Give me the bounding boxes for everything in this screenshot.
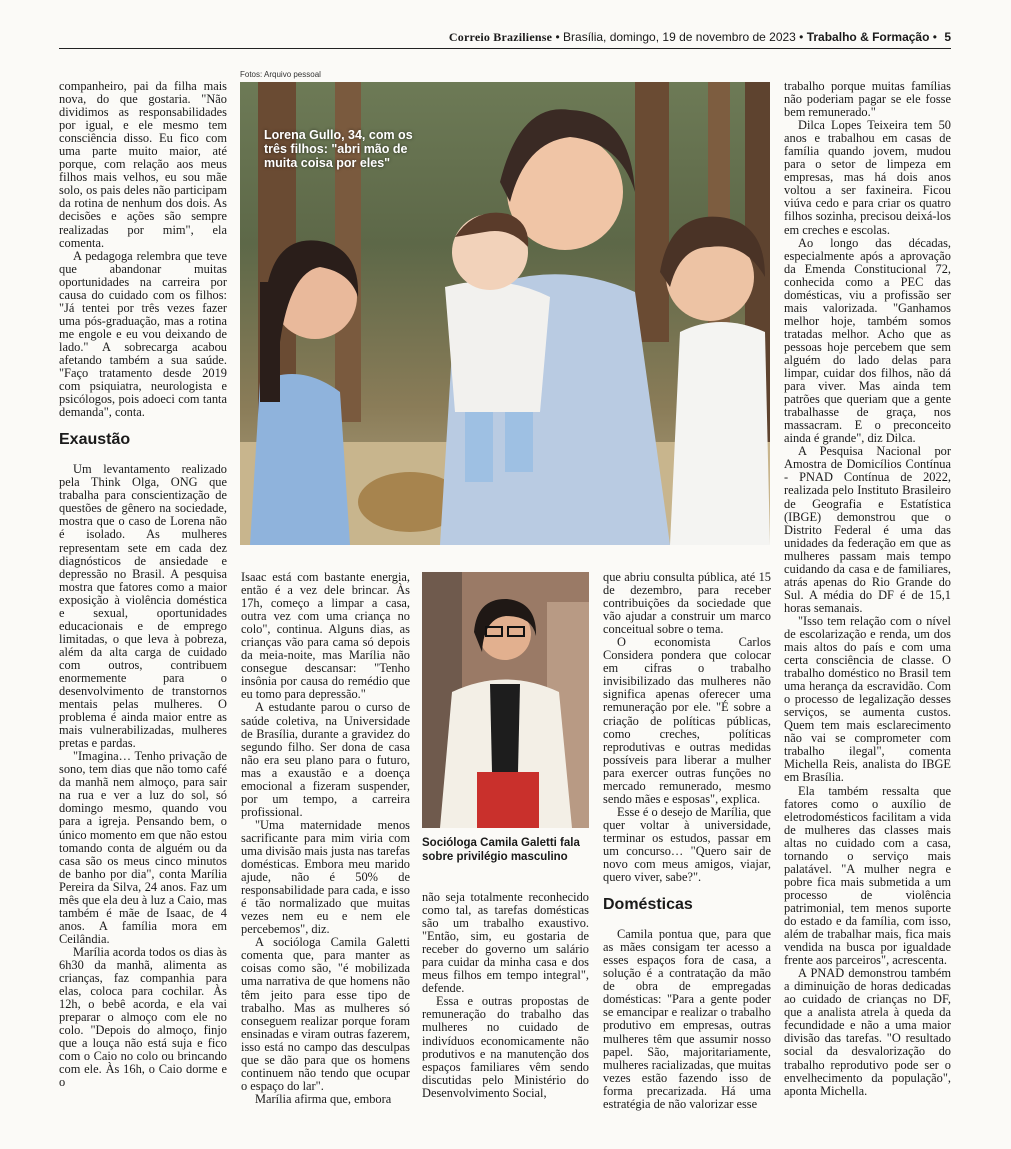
section-name: Trabalho & Formação [806,30,930,44]
article-column-1 [59,80,227,1125]
article-column-4 [603,571,771,1126]
paragraph: não seja totalmente reconhecido como tal, as tarefas domésticas são um trabalho exaustivo. "Então, sim, eu gostaria de receber do governo um salário para cuidar da minha casa e dos meus filhos em tempo integral", defende. [422,891,589,996]
family-photo [240,82,770,545]
paragraph: Dilca Lopes Teixeira tem 50 anos e trabalhou em casas de família quando jovem, mudou para o setor de limpeza em empresas, mas há dois anos voltou a ser faxineira. Ficou viúva cedo e para criar os quatro filhos sozinha, precisou deixá-los em creches e escolas. [784,118,951,237]
subheading-exaustao: Exaustão [59,431,131,449]
page-separator: • [932,30,937,44]
article-column-3 [422,891,589,1126]
paragraph: Isaac está com bastante energia, então é a vez dele brincar. Às 17h, começo a limpar a casa, outra vez com uma criança no colo", continua. Alguns dias, as crianças vão para cama só depois da meia-noite, mas Marília não consegue descansar: "Tenho insônia por causa do remédio que eu tomo para depressão." [241,571,410,702]
paragraph: Camila pontua que, para que as mães consigam ter acesso a esses espaços fora de casa, a solução é a contratação da mão de obra de empregadas domésticas: "Para a gente poder se emancipar e realizar o trabalho produtivo em empresas, outras mulheres têm que assumir nosso papel. São, majoritariamente, mulheres racializadas, que muitas vezes estão fazendo isso de forma precarizada. Há uma estratégia de não valorizar esse [603,927,771,1111]
paragraph: A PNAD demonstrou também a diminuição de horas dedicadas ao cuidado de crianças no DF, que a analista atrela à queda da fecundidade e não a uma maior divisão das tarefas. "O resultado social da desvalorização do trabalho reprodutivo pode ser o envelhecimento da população", aponta Michella. [784,966,951,1098]
photo-credit: Fotos: Arquivo pessoal [240,70,321,79]
paragraph: A estudante parou o curso de saúde coletiva, na Universidade de Brasília, durante a gravidez do segundo filho. Ser dona de casa não era seu plano para o futuro, mas a exaustão e a doença emocional a fizeram suspender, por um tempo, a carreira profissional. [241,700,410,819]
article-column-2 [241,571,410,1126]
paragraph: "Isso tem relação com o nível de escolarização e renda, um dos mais altos do país e com uma certa consciência de classe. O trabalho doméstico no Brasil tem uma herança da escravidão. Com o processo de legalização desses serviços, se aumenta custos. Quem tem mais esclarecimento não vai se comprometer com trabalho ilegal", comenta Michella Reis, analista do IBGE em Brasília. [784,613,951,785]
sociologist-photo-caption: Socióloga Camila Galetti fala sobre privilégio masculino [422,837,580,863]
paragraph: Esse é o desejo de Marília, que quer voltar à universidade, terminar os estudos, passar em um concurso… "Quero sair de novo com meus amigos, viajar, quero viver, sabe?". [603,804,771,885]
paragraph: "Uma maternidade menos sacrificante para mim viria com uma divisão mais justa nas tarefas domésticas. Embora meu marido ajude, não é 50% de responsabilidade para cada, e isso é tão normalizado que muitas vezes nem eu e nem ele percebemos", diz. [241,817,410,937]
paragraph: Essa e outras propostas de remuneração do trabalho das mulheres no cuidado de indivíduos economicamente não produtivos e na manutenção dos espaços familiares vêm sendo discutidas pelo Ministério do Desenvolvimento Social, [422,994,589,1100]
paragraph: A pedagoga relembra que teve que abandonar muitas oportunidades na carreira por causa do cuidado com os filhos: "Já tentei por três vezes fazer uma pós-graduação, mas a rotina me engole e eu vou deixando de lado." A sobrecarga acabou afetando também a sua saúde. "Faço tratamento desde 2019 com psiquiatra, neurologista e psicólogos, pois adoeci com tanta demanda", conta. [59,248,227,420]
sociologist-photo-illustration [422,572,589,828]
paragraph: Um levantamento realizado pela Think Olga, ONG que trabalha para conscientização de questões de gênero na sociedade, mostra que o caso de Lorena não é isolado. As mulheres representam sete em cada dez diagnósticos de ansiedade e depressão no Brasil. A pesquisa mostra que fatores como a maior exposição à violência doméstica e sexual, oportunidades educacionais e de emprego limitadas, o que leva à pobreza, além da alta carga de cuidado com outros, contribuem enormemente para o desenvolvimento de transtornos mentais pelas mulheres. O problema é ainda maior entre as mais vulnerabilizadas, mulheres pretas e pardas. [59,462,227,751]
paragraph: companheiro, pai da filha mais nova, do que gostaria. "Não dividimos as responsabilidades por igual, e ele mesmo tem consciência disso. Eu fico com uma parte muito maior, até porque, com relação aos meus filhos mais velhos, eu sou mãe solo, os pais deles não participam da rotina de nenhum dos dois. As decisões e ações são sempre realizadas por mim", ela comenta. [59,80,227,250]
paragraph: A Pesquisa Nacional por Amostra de Domicílios Contínua - PNAD Contínua de 2022, realizada pelo Instituto Brasileiro de Geografia e Estatística (IBGE) demonstrou que o Distrito Federal é uma das unidades da federação em que as mulheres passam mais tempo cuidando da casa e de familiares, atrás apenas do Rio Grande do Sul. A média do DF é de 15,1 horas semanais. [784,444,951,615]
paragraph: que abriu consulta pública, até 15 de dezembro, para receber contribuições da sociedade que vão ajudar a construir um marco conceitual sobre o tema. [603,571,771,637]
paragraph: Ela também ressalta que fatores como o auxílio de eletrodomésticos facilitam a vida de mulheres das classes mais altas no cuidado com a casa, tornando o serviço mais palatável. "A mulher negra e pobre fica mais submetida a um processo de violência patrimonial, tem menos suporte do estado e da família, com isso, além de trabalhar mais, fica mais vendida na busca por igualdade frente aos parceiros", acrescenta. [784,783,951,968]
paragraph: O economista Carlos Considera pondera que colocar em cifras o trabalho invisibilizado das mulheres não significa apenas oferecer uma remuneração por ele. "É sobre a criação de políticas públicas, como creches, políticas reprodutivas e outras medidas possíveis para liberar a mulher para exercer outras funções no mercado remunerado, mesmo sendo mães e esposas", explica. [603,635,771,806]
paragraph: Marília acorda todos os dias às 6h30 da manhã, alimenta as crianças, faz companhia para elas, coloca para cochilar. Às 12h, o bebê acorda, e ela vai preparar o almoço com ele no colo. "Depois do almoço, finjo que a louça não está suja e fico com o Caio no colo ou brincando com ele. Às 16h, o Caio dorme e o [59,944,227,1090]
article-column-5 [784,80,951,1126]
newspaper-brand: Correio Braziliense [448,30,553,44]
family-photo-caption: Lorena Gullo, 34, com os três filhos: "abri mão de muita coisa por eles" [264,128,413,170]
sociologist-photo [422,572,589,828]
paragraph: trabalho porque muitas famílias não poderiam pagar se ele fosse bem remunerado." [784,80,951,120]
paragraph: A socióloga Camila Galetti comenta que, para manter as coisas como são, "é mobilizada uma narrativa de que homens não têm jeito para esse tipo de trabalho. Mas as mulheres só conseguem realizar porque foram ensinadas e viram outras fazerem, isso está no campo das desculpas que se dão para que os homens continuem não tendo que ocupar o espaço do lar". [241,935,410,1093]
paragraph: Marília afirma que, embora [255,1091,392,1106]
page-number: 5 [944,30,951,44]
page-header [59,30,951,49]
paragraph: Ao longo das décadas, especialmente após a aprovação da Emenda Constitucional 72, conhecida como a PEC das domésticas, viu a profissão ser mais valorizada. "Ganhamos melhor hoje, também somos tratadas melhor. Acho que as pessoas hoje percebem que sem alguém do lado delas para limpar, cuidar dos filhos, não dá para viver. Mas ainda tem patrões que queriam que a gente trabalhasse de graça, nos massacram. E o preconceito ainda é grande", diz Dilca. [784,235,951,446]
paragraph: "Imagina… Tenho privação de sono, tem dias que não tomo café da manhã nem almoço, para sair na rua e ver a luz do sol, só domingo mesmo, quando vou para a igreja. Pensando bem, o único momento em que não estou tomando conta de alguém ou da casa são os meus cinco minutos de banho por dia", conta Marília Pereira da Silva, 24 anos. Faz um mês que ela deu à luz a Caio, mas também é mãe de Isaac, de 4 anos. A família mora em Ceilândia. [59,749,227,946]
dateline: • Brasília, domingo, 19 de novembro de 2023 • [555,30,804,44]
subheading-domesticas: Domésticas [603,896,693,914]
